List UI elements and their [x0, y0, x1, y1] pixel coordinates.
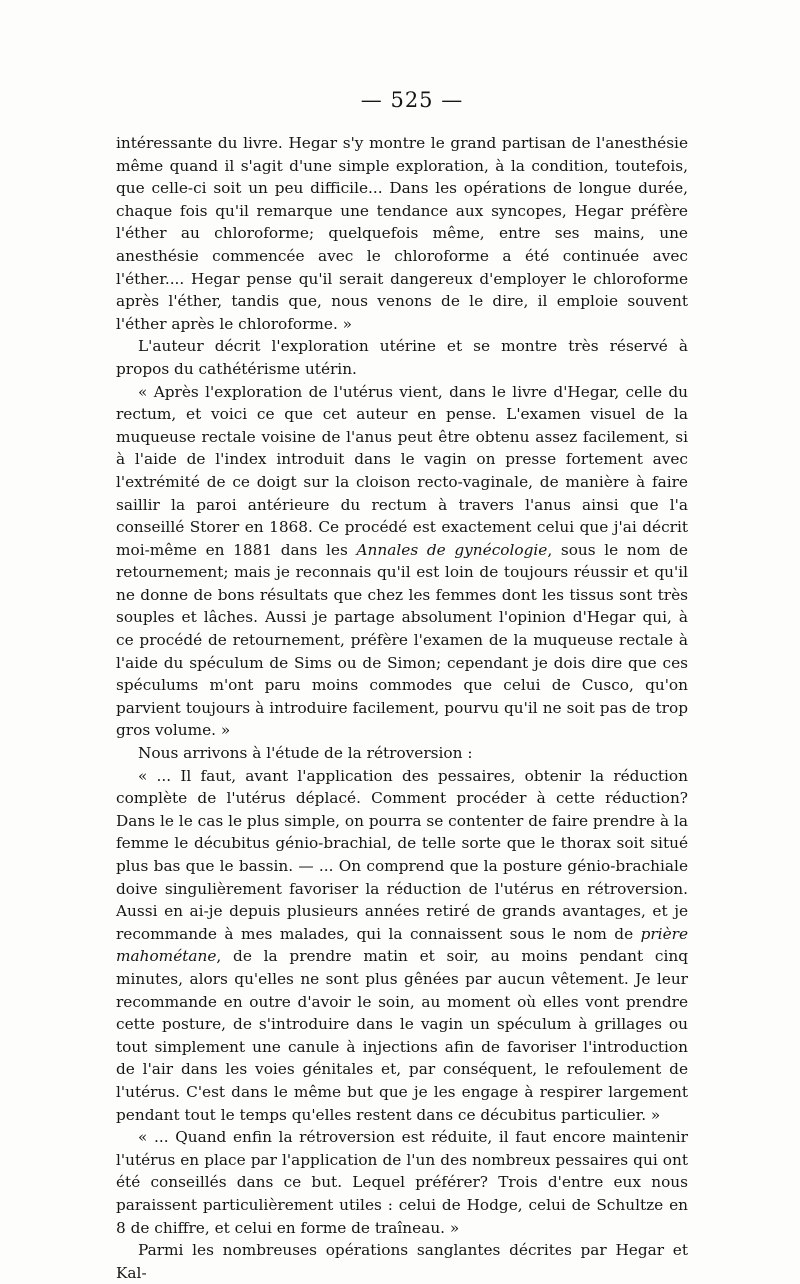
paragraph-text: « ... Quand enfin la rétroversion est réduite, il faut encore maintenir l'utérus en place par l'application de l'un des nombreux pessaires qui ont été conseillés dans ce but. Lequel préférer? Trois d'entre eux nous paraissent particulièrement utiles : celui de Hodge, celui de Schultze en 8 de chiffre, et celui en forme de traîneau. » — [116, 1128, 688, 1237]
paragraph-uterine-exploration — [116, 335, 688, 380]
paragraph-retroversion-intro — [116, 742, 688, 765]
paragraph-pessaries — [116, 1126, 688, 1239]
paragraph-text: L'auteur décrit l'exploration utérine et se montre très réservé à propos du cathétérisme utérin. — [116, 337, 688, 378]
paragraph-text: , sous le nom de retournement; mais je reconnais qu'il est loin de toujours réussir et qu'il ne donne de bons résultats que chez les femmes dont les tissus sont très souples et lâches. Aussi je partage absolument l'opinion d'Hegar qui, à ce procédé de retournement, préfère l'examen de la muqueuse rectale à l'aide du spéculum de Sims ou de Simon; cependant je dois dire que ces spéculums m'ont paru moins commodes que celui de Cusco, qu'on parvient toujours à introduire facilement, pourvu qu'il ne soit pas de trop gros volume. » — [116, 540, 688, 740]
paragraph-text: « Après l'exploration de l'utérus vient, dans le livre d'Hegar, celle du rectum, et voici ce que cet auteur en pense. L'examen visuel de la muqueuse rectale voisine de l'anus peut être obtenu assez facilement, si à l'aide de l'index introduit dans le vagin on presse fortement avec l'extrémité de ce doigt sur la cloison recto-vaginale, de manière à faire saillir la paroi antérieure du rectum à travers l'anus ainsi que l'a conseillé Storer en 1868. Ce procédé est exactement celui que j'ai décrit moi-même en 1881 dans les — [116, 382, 688, 559]
term-italic: prière mahométane — [116, 924, 688, 966]
paragraph-text: « ... Il faut, avant l'application des pessaires, obtenir la réduction complète de l'utérus déplacé. Comment procéder à cette réduction? Dans le le cas le plus simple, on pourra se contenter de faire prendre à la femme le décubitus génio-brachial, de telle sorte que le thorax soit situé plus bas que le bassin. — ... On comprend que la posture génio-brachiale doive singulièrement favoriser la réduction de l'utérus en rétroversion. Aussi en ai-je depuis plusieurs années retiré de grands avantages, et je recommande à mes malades, qui la connaissent sous le nom de — [116, 766, 688, 943]
paragraph-rectum-exploration — [116, 381, 688, 743]
paragraph-text: intéressante du livre. Hegar s'y montre le grand partisan de l'anesthésie même quand il s'agit d'une simple exploration, à la condition, toutefois, que celle-ci soit un peu difficile... Dans les opérations de longue durée, chaque fois qu'il remarque une tendance aux syncopes, Hegar préfère l'éther au chloroforme; quelquefois même, entre ses mains, une anesthésie commencée avec le chloroforme a été continuée avec l'éther.... Hegar pense qu'il serait dangereux d'employer le chloroforme après l'éther, tandis que, nous venons de le dire, il emploie souvent l'éther après le chloroforme. » — [116, 134, 688, 333]
paragraph-reduction — [116, 765, 688, 1127]
paragraph-anesthesia — [116, 132, 688, 335]
journal-title-italic: Annales de gynécologie — [356, 540, 548, 559]
paragraph-text: , de la prendre matin et soir, au moins pendant cinq minutes, alors qu'elles ne sont plus gênées par aucun vêtement. Je leur recommande en outre d'avoir le soin, au moment où elles vont prendre cette posture, de s'introduire dans le vagin un spéculum à grillages ou tout simplement une canule à injections afin de favoriser l'introduction de l'air dans les voies génitales et, par conséquent, le refoulement de l'utérus. C'est dans le même but que je les engage à respirer largement pendant tout le temps qu'elles restent dans ce décubitus particulier. » — [116, 947, 688, 1124]
page-number: — 525 — — [360, 88, 464, 112]
paragraph-text: Parmi les nombreuses opérations sanglantes décrites par Hegar et Kal- — [116, 1241, 688, 1282]
paragraph-text: Nous arrivons à l'étude de la rétroversion : — [138, 744, 473, 763]
